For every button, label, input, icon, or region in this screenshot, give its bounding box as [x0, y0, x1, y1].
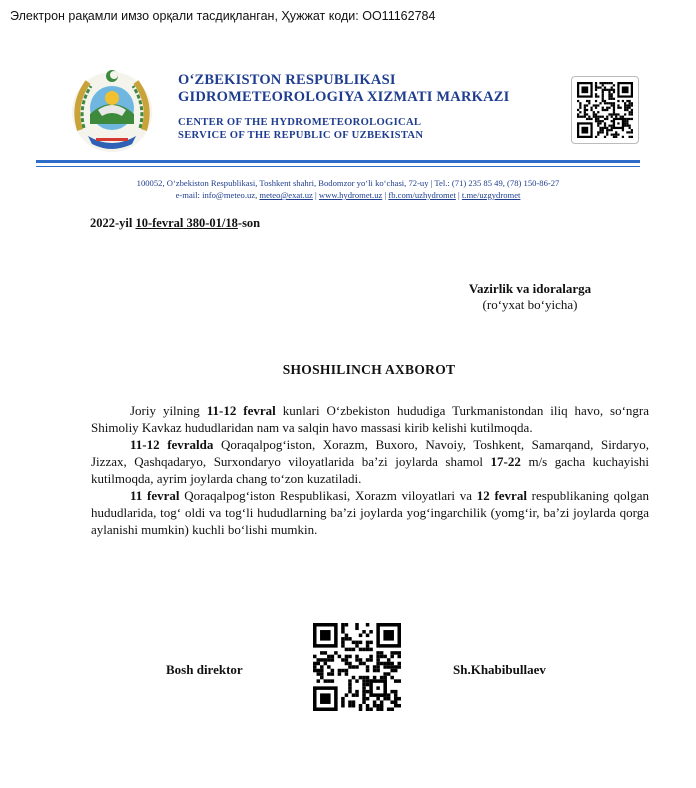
signatory-title: Bosh direktor	[166, 662, 243, 677]
state-emblem-icon	[66, 64, 158, 156]
addressee	[440, 281, 620, 313]
document-heading: SHOSHILINCH AXBOROT	[282, 362, 456, 377]
doc-number: 380-01/18	[186, 216, 238, 230]
p3-bold-1: 11 fevral	[130, 488, 180, 503]
p1-bold: 11-12 fevral	[206, 403, 276, 418]
signatory-name: Sh.Khabibullaev	[453, 662, 546, 677]
e-signature-note: Электрон рақамли имзо орқали тасдиқланган, Ҳужжат коди: ОО11162784	[10, 9, 436, 23]
facebook-link[interactable]: fb.com/uzhydromet	[388, 190, 456, 200]
org-en-line1: CENTER OF THE HYDROMETEOROLOGICAL	[178, 117, 422, 128]
email-link-2[interactable]: meteo@exat.uz	[259, 190, 313, 200]
document-reference	[90, 216, 260, 231]
separator: |	[382, 190, 389, 200]
document-body	[91, 402, 649, 538]
header-qr-frame	[571, 76, 639, 144]
org-en-line2: SERVICE OF THE REPUBLIC OF UZBEKISTAN	[178, 130, 424, 141]
doc-suffix: -son	[237, 216, 261, 230]
addressee-line1: Vazirlik va idoralarga	[468, 281, 592, 296]
org-uz-line1: O‘ZBEKISTON RESPUBLIKASI	[178, 72, 396, 88]
separator: |	[312, 190, 319, 200]
p2-text-a: Qoraqalpog‘iston, Xorazm, Buxoro, Navoiy, Toshkent, Samarqand, Sirdaryo, Jizzax, Qashqadaryo, Surxondaryo viloyatlarida ba’zi joylarda shamol	[91, 437, 649, 469]
p1-text-a: Joriy yilning	[130, 403, 207, 418]
contacts-line: e-mail: info@meteo.uz, meteo@exat.uz | www.hydromet.uz | fb.com/uzhydromet | t.me/uzgydromet	[175, 190, 521, 200]
email-link-1[interactable]: info@meteo.uz	[202, 190, 256, 200]
p3-text-b: respublikaning qolgan hududlarida, tog‘ oldi va tog‘li hududlarning ba’zi joylarda yog‘ingarchilik (yomg‘ir, ba’zi joylarda qorga aylanishi mumkin) kuchli bo‘lishi mumkin.	[91, 488, 650, 537]
qr-code-icon	[577, 82, 633, 138]
doc-year: 2022-yil	[90, 216, 136, 230]
organization-name-uz	[178, 72, 509, 106]
p2-bold-2: 17-22	[490, 454, 521, 469]
address-line: 100052, O‘zbekiston Respublikasi, Toshkent shahri, Bodomzor yo‘li ko‘chasi, 72-uy | Tel.: (71) 235 85 49, (78) 150-86-27	[136, 178, 560, 188]
telegram-link[interactable]: t.me/uzgydromet	[461, 190, 521, 200]
header-rule-thin	[36, 166, 640, 167]
paragraph-1	[91, 402, 649, 436]
qr-code-icon	[313, 623, 401, 711]
organization-name-en	[178, 116, 423, 142]
paragraph-3	[91, 487, 649, 538]
header-rule-thick	[36, 160, 640, 163]
paragraph-2	[91, 436, 649, 487]
addressee-line2: (ro‘yxat bo‘yicha)	[482, 297, 578, 312]
doc-date: 10-fevral	[135, 216, 184, 230]
org-uz-line2: GIDROMETEOROLOGIYA XIZMATI MARKAZI	[178, 89, 510, 105]
p3-text-a: Qoraqalpog‘iston Respublikasi, Xorazm viloyatlari va	[179, 488, 477, 503]
separator: |	[455, 190, 462, 200]
website-link[interactable]: www.hydromet.uz	[318, 190, 383, 200]
p2-text-b: m/s gacha kuchayishi kutilmoqda, ayrim joylarda chang to‘zon kuzatiladi.	[91, 454, 649, 486]
p1-text-b: kunlari O‘zbekiston hududiga Turkmanistondan iliq havo, so‘ngra Shimoliy Kavkaz hududlaridan nam va salqin havo massasi kirib kelishi kutilmoqda.	[91, 403, 649, 435]
email-label: e-mail:	[175, 190, 203, 200]
p3-bold-2: 12 fevral	[476, 488, 527, 503]
p2-bold-1: 11-12 fevralda	[130, 437, 214, 452]
